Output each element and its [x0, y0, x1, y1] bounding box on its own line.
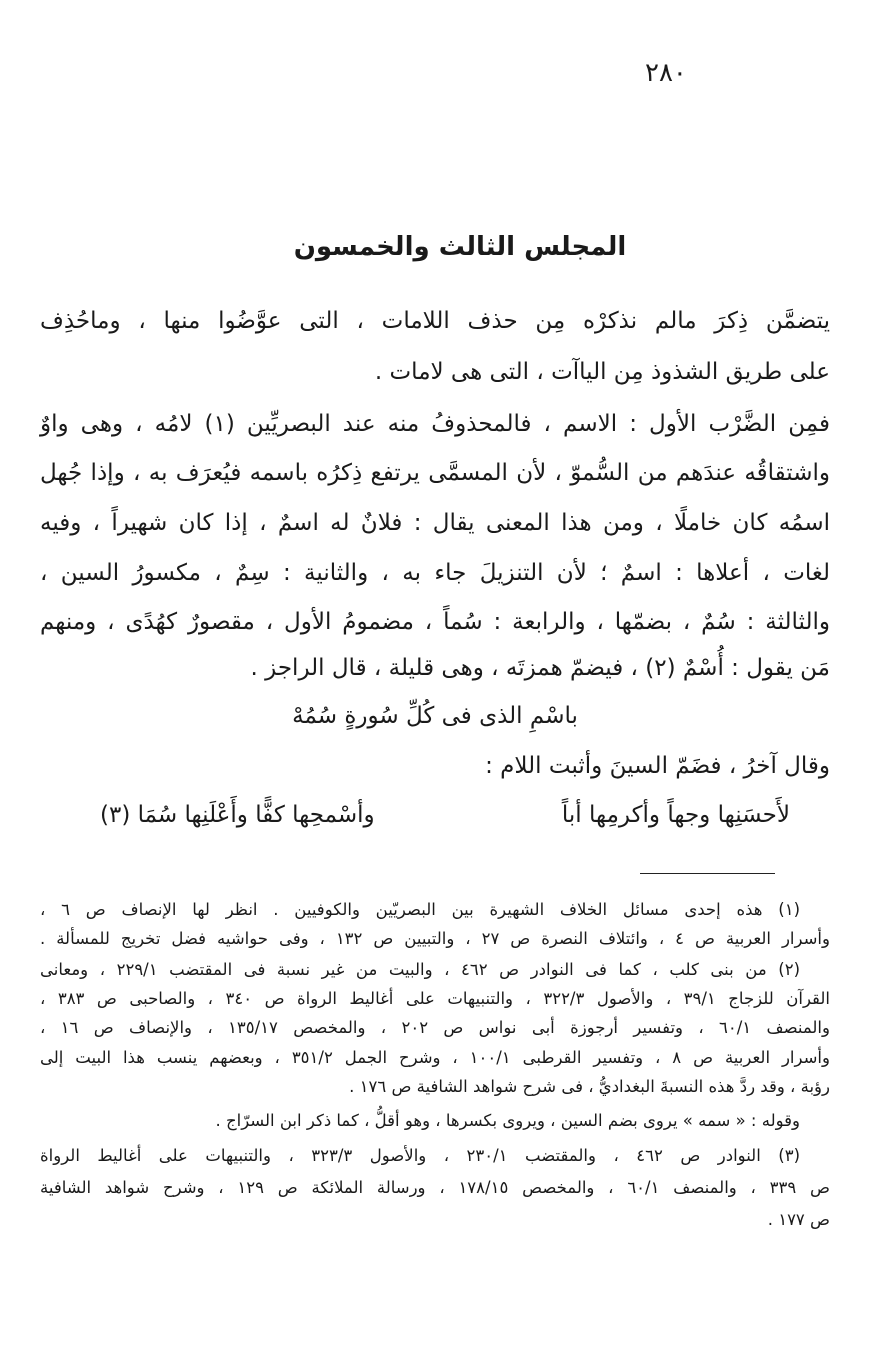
footnote-line: وأسرار العربية ص ٤ ، وائتلاف النصرة ص ٢٧ ، والتبيين ص ١٣٢ ، وفى حواشيه فضل تخريج للمسألة . [40, 929, 830, 948]
footnote-line: رؤبة ، وقد ردَّ هذه النسبةَ البغداديُّ ، فى شرح شواهد الشافية ص ١٧٦ . [349, 1077, 830, 1096]
verse-first-hemistich: لأَحسَنِها وجهاً وأكرمِها أباً [561, 802, 790, 828]
body-line: يتضمَّن ذِكرَ مالم نذكرْه مِن حذف اللامات ، التى عوَّضُوا منها ، وماحُذِف [40, 308, 830, 334]
body-line: فمِن الضَّرْب الأول : الاسم ، فالمحذوفُ منه عند البصريِّين (١) لامُه ، وهى واوٌ [40, 411, 831, 437]
footnote-line: (٢) من بنى كلب ، كما فى النوادر ص ٤٦٢ ، والبيت من غير نسبة فى المقتضب ٢٢٩/١ ، ومعانى [40, 960, 800, 979]
footnote-line: وأسرار العربية ص ٨ ، وتفسير القرطبى ١٠٠/١ ، وشرح الجمل ٣٥١/٢ ، وبعضهم ينسب هذا البيت إلى [40, 1048, 830, 1067]
footnote-line: ص ١٧٧ . [767, 1210, 830, 1229]
verse-couplet [100, 802, 790, 828]
chapter-title: المجلس الثالث والخمسون [293, 232, 627, 262]
footnote-separator [640, 873, 775, 874]
body-line: واشتقاقُه عندَهم من السُّموّ ، لأن المسمَّى يرتفع ذِكرُه باسمه فيُعرَف به ، وإذا جُهل [40, 460, 830, 486]
body-line: على طريق الشذوذ مِن الياآت ، التى هى لامات . [374, 359, 830, 385]
body-line: مَن يقول : أُسْمٌ (٢) ، فيضمّ همزتَه ، وهى قليلة ، قال الراجز . [250, 655, 830, 681]
body-line: اسمُه كان خاملًا ، ومن هذا المعنى يقال : فلانٌ له اسمٌ ، إذا كان شهيراً ، وفيه [40, 510, 830, 536]
footnote-line: القرآن للزجاج ٣٩/١ ، والأصول ٣٢٢/٣ ، والتنبيهات على أغاليط الرواة ص ٣٤٠ ، والصاحبى ص ٣٨٣ ، [40, 989, 831, 1008]
footnote-line: وقوله : « سمه » يروى بضم السين ، ويروى بكسرها ، وهو أقلُّ ، كما ذكر ابن السرّاج . [215, 1111, 800, 1130]
body-line: لغات ، أعلاها : اسمٌ ؛ لأن التنزيلَ جاء به ، والثانية : سِمٌ ، مكسورُ السين ، [40, 560, 830, 586]
footnote-line: ص ٣٣٩ ، والمنصف ٦٠/١ ، والمخصص ١٧٨/١٥ ، ورسالة الملائكة ص ١٢٩ ، وشرح شواهد الشافية [40, 1178, 830, 1197]
body-line: وقال آخرُ ، فضَمّ السينَ وأثبت اللام : [485, 753, 830, 779]
footnote-line: (٣) النوادر ص ٤٦٢ ، والمقتضب ٢٣٠/١ ، والأصول ٣٢٣/٣ ، والتنبيهات على أغاليط الرواة [40, 1146, 801, 1165]
body-line: والثالثة : سُمٌ ، بضمّها ، والرابعة : سُماً ، مضمومُ الأول ، مقصورٌ كهُدًى ، ومنهم [40, 609, 830, 635]
verse-line: باسْمِ الذى فى كُلِّ سُورةٍ سُمُهْ [292, 703, 578, 729]
footnote-line: والمنصف ٦٠/١ ، وتفسير أرجوزة أبى نواس ص ٢٠٢ ، والمخصص ١٣٥/١٧ ، والإنصاف ص ١٦ ، [40, 1018, 830, 1037]
page-number: ٢٨٠ [645, 58, 687, 88]
footnote-line: (١) هذه إحدى مسائل الخلاف الشهيرة بين البصريّين والكوفيين . انظر لها الإنصاف ص ٦ ، [40, 900, 800, 919]
verse-second-hemistich: وأسْمحِها كفًّا وأَعْلَنِها سُمَا (٣) [100, 802, 375, 828]
